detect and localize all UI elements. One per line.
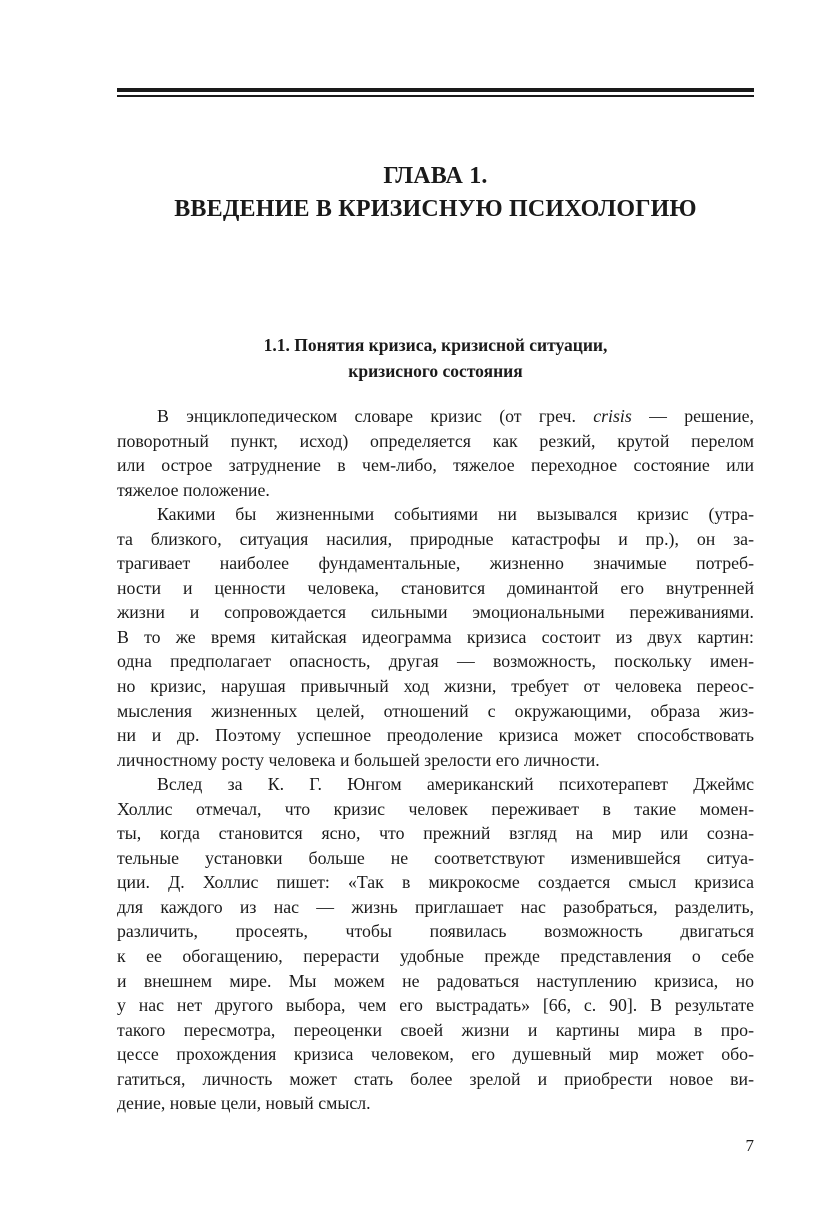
section-title-line-1: 1.1. Понятия кризиса, кризисной ситуации, <box>263 335 608 355</box>
text-line: гатиться, личность может стать более зрелой и приобрести новое ви- <box>117 1068 754 1089</box>
section-title <box>117 332 754 384</box>
paragraph <box>117 772 754 1116</box>
text-line: ности и ценности человека, становится доминантой его внутренней <box>117 577 754 598</box>
text-line: для каждого из нас — жизнь приглашает нас разобраться, разделить, <box>117 896 754 917</box>
text-line: и внешнем мире. Мы можем не радоваться наступлению кризиса, но <box>117 970 754 991</box>
page-number: 7 <box>745 1136 754 1155</box>
text-line: В энциклопедическом словаре кризис (от греч. crisis — решение, <box>157 406 754 426</box>
text-line: к ее обогащению, перерасти удобные прежде представления о себе <box>117 946 754 967</box>
chapter-number: ГЛАВА 1. <box>383 163 488 189</box>
text-line: ции. Д. Холлис пишет: «Так в микрокосме создается смысл кризиса <box>117 872 754 893</box>
paragraph <box>117 502 754 772</box>
text-line: та близкого, ситуация насилия, природные катастрофы и пр.), он за- <box>117 528 754 549</box>
latin-term: crisis <box>593 406 632 426</box>
text-line: тельные установки больше не соответствуют изменившейся ситуа- <box>117 847 754 868</box>
text-line: тяжелое положение. <box>117 479 270 500</box>
chapter-title <box>117 160 754 226</box>
text-line: Вслед за К. Г. Юнгом американский психотерапевт Джеймс <box>157 774 754 795</box>
header-rule-thin <box>117 95 754 97</box>
text-line: ты, когда становится ясно, что прежний взгляд на мир или созна- <box>117 823 754 844</box>
text-line: жизни и сопровождается сильными эмоциональными переживаниями. <box>117 602 754 623</box>
body-text <box>117 404 754 1116</box>
text-line: трагивает наиболее фундаментальные, жизненно значимые потреб- <box>117 553 754 574</box>
text-line: у нас нет другого выбора, чем его выстрадать» [66, с. 90]. В результате <box>117 995 754 1016</box>
text-line: или острое затруднение в чем-либо, тяжелое переходное состояние или <box>117 455 754 476</box>
paragraph <box>117 404 754 502</box>
text-line: личностному росту человека и большей зрелости его личности. <box>117 749 600 770</box>
text-line: но кризис, нарушая привычный ход жизни, требует от человека переос- <box>117 676 754 697</box>
header-rule-thick <box>117 88 754 92</box>
text-line: ни и др. Поэтому успешное преодоление кризиса может способствовать <box>117 725 754 746</box>
text-line: одна предполагает опасность, другая — возможность, поскольку имен- <box>117 651 754 672</box>
section-title-line-2: кризисного состояния <box>348 361 523 381</box>
text-line: различить, просеять, чтобы появилась возможность двигаться <box>117 921 754 942</box>
text-line: Какими бы жизненными событиями ни вызывался кризис (утра- <box>157 504 754 525</box>
text-line: цессе прохождения кризиса человеком, его душевный мир может обо- <box>117 1044 754 1065</box>
text-line: Холлис отмечал, что кризис человек переживает в такие момен- <box>117 798 754 819</box>
text-line: такого пересмотра, переоценки своей жизни и картины мира в про- <box>117 1019 754 1040</box>
text-line: мысления жизненных целей, отношений с окружающими, образа жиз- <box>117 700 754 721</box>
chapter-name: ВВЕДЕНИЕ В КРИЗИСНУЮ ПСИХОЛОГИЮ <box>174 196 697 222</box>
text-line: В то же время китайская идеограмма кризиса состоит из двух картин: <box>117 626 754 647</box>
text-line: дение, новые цели, новый смысл. <box>117 1093 371 1114</box>
text-line: поворотный пункт, исход) определяется как резкий, крутой перелом <box>117 430 754 451</box>
